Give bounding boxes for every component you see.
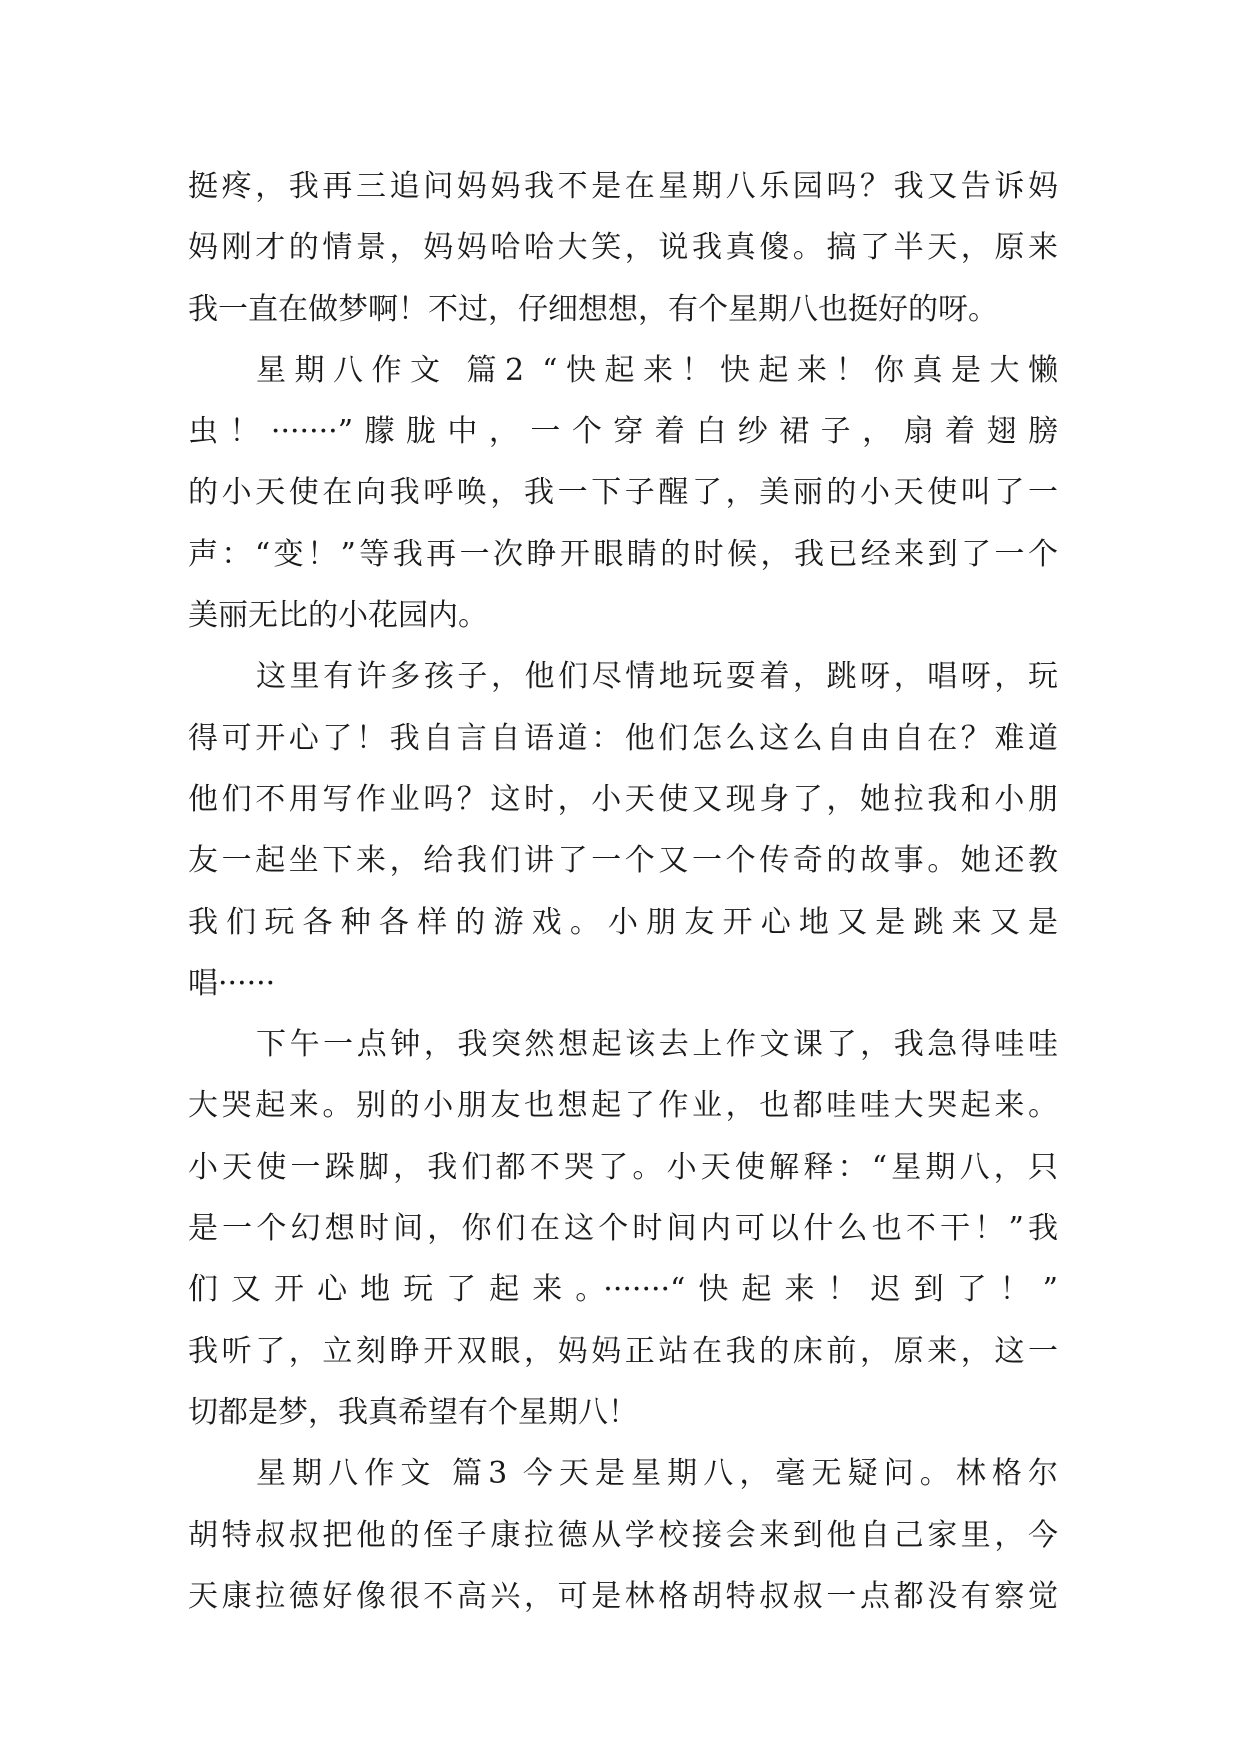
text-line: 是一个幻想时间，你们在这个时间内可以什么也不干！”我 [188, 1211, 1058, 1247]
text-line: 小天使一跺脚，我们都不哭了。小天使解释：“星期八，只 [188, 1149, 1058, 1185]
text-line: 虫！·······”朦胧中，一个穿着白纱裙子，扇着翅膀 [188, 414, 1058, 450]
text-line: 友一起坐下来，给我们讲了一个又一个传奇的故事。她还教 [188, 843, 1058, 879]
text-line: 的小天使在向我呼唤，我一下子醒了，美丽的小天使叫了一 [188, 475, 1058, 511]
text-line: 这里有许多孩子，他们尽情地玩耍着，跳呀，唱呀，玩 [256, 659, 1058, 695]
text-line: 大哭起来。别的小朋友也想起了作业，也都哇哇大哭起来。 [188, 1088, 1058, 1124]
text-line: 得可开心了！我自言自语道：他们怎么这么自由自在？难道 [188, 720, 1058, 756]
text-line: 美丽无比的小花园内。 [188, 598, 488, 634]
text-line: 妈刚才的情景，妈妈哈哈大笑，说我真傻。搞了半天，原来 [188, 230, 1058, 266]
text-line: 切都是梦，我真希望有个星期八！ [188, 1394, 638, 1430]
text-line: 胡特叔叔把他的侄子康拉德从学校接会来到他自己家里，今 [188, 1517, 1058, 1553]
document-body [188, 156, 1058, 1627]
text-line: 我们玩各种各样的游戏。小朋友开心地又是跳来又是 [188, 904, 1058, 940]
section-heading-line: 星期八作文 篇2 “快起来！快起来！你真是大懒 [256, 352, 1058, 388]
text-line: 下午一点钟，我突然想起该去上作文课了，我急得哇哇 [256, 1027, 1058, 1063]
text-line: 我听了，立刻睁开双眼，妈妈正站在我的床前，原来，这一 [188, 1333, 1058, 1369]
text-line: 们又开心地玩了起来。·······“快起来！迟到了！” [188, 1272, 1058, 1308]
text-line: 他们不用写作业吗？这时，小天使又现身了，她拉我和小朋 [188, 781, 1058, 817]
section-heading-line: 星期八作文 篇3 今天是星期八，毫无疑问。林格尔 [256, 1456, 1058, 1492]
text-line: 挺疼，我再三追问妈妈我不是在星期八乐园吗？我又告诉妈 [188, 169, 1058, 204]
text-line: 我一直在做梦啊！不过，仔细想想，有个星期八也挺好的呀。 [188, 291, 998, 327]
text-line: 声：“变！”等我再一次睁开眼睛的时候，我已经来到了一个 [188, 536, 1058, 572]
text-line: 天康拉德好像很不高兴，可是林格胡特叔叔一点都没有察觉 [188, 1578, 1058, 1614]
text-line: 唱······ [188, 965, 276, 1001]
